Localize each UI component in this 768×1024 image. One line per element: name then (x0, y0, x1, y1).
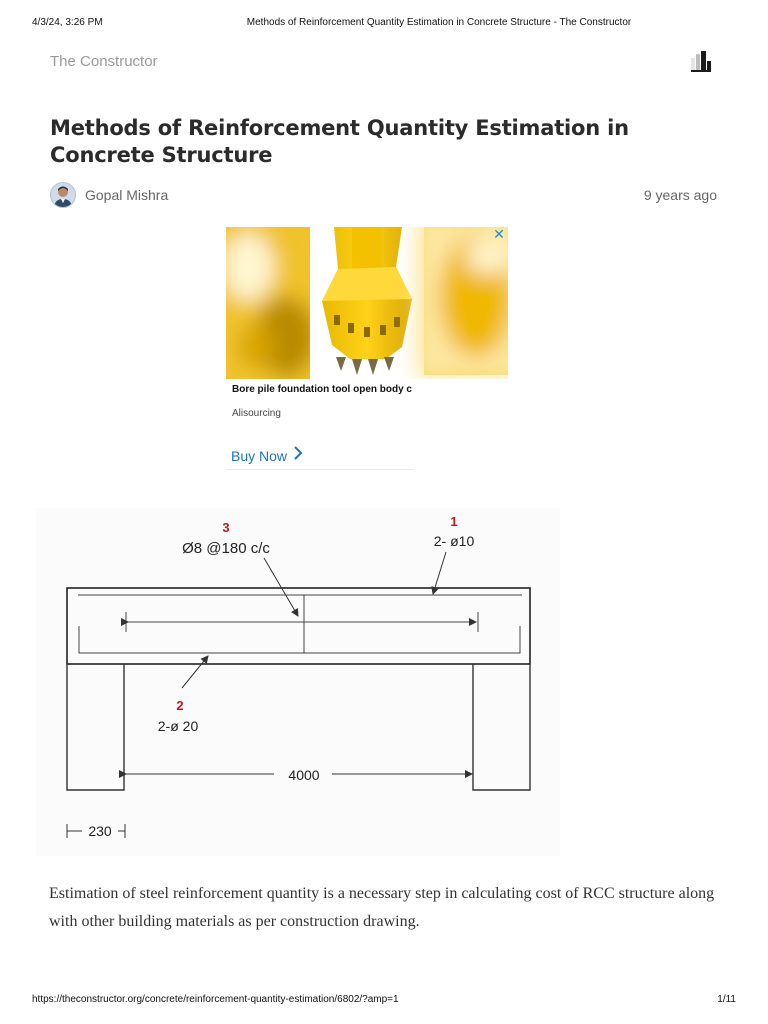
site-name-link[interactable]: The Constructor (50, 53, 158, 70)
chevron-right-icon (293, 446, 302, 465)
avatar[interactable] (50, 182, 76, 208)
callout-2-text: 2-ø 20 (157, 718, 199, 734)
callout-1-number: 1 (450, 514, 458, 529)
publish-time: 9 years ago (643, 187, 717, 203)
print-doc-title: Methods of Reinforcement Quantity Estimation in Concrete Structure - The Constructor (246, 17, 632, 28)
close-icon[interactable]: ✕ (493, 227, 505, 243)
column-width-label: 230 (88, 823, 112, 839)
ad-product-image[interactable] (226, 227, 508, 379)
print-date: 4/3/24, 3:26 PM (32, 17, 103, 28)
callout-3-text: Ø8 @180 c/c (182, 540, 270, 557)
print-header (0, 17, 768, 33)
ad-headline[interactable]: Bore pile foundation tool open body c (232, 384, 412, 395)
author-name-link[interactable]: Gopal Mishra (85, 187, 169, 203)
ad-advertiser: Alisourcing (232, 408, 281, 419)
callout-3-number: 3 (222, 520, 230, 535)
page-indicator: 1/11 (717, 994, 736, 1005)
callout-2-number: 2 (176, 698, 184, 713)
author-byline (50, 182, 168, 208)
print-url: https://theconstructor.org/concrete/reinforcement-quantity-estimation/6802/?amp=1 (32, 994, 399, 1005)
building-logo-icon[interactable] (689, 50, 713, 74)
ad-block[interactable] (226, 227, 508, 470)
article-title: Methods of Reinforcement Quantity Estimation in Concrete Structure (50, 116, 629, 167)
ad-divider (226, 469, 414, 470)
callout-1-text: 2- ø10 (433, 533, 475, 549)
beam-reinforcement-figure (36, 508, 560, 856)
article-intro: Estimation of steel reinforcement quantity is a necessary step in calculating cost of RCC structure along with other building materials as per construction drawing. (49, 885, 715, 930)
span-dimension-label: 4000 (288, 767, 320, 783)
buy-now-label: Buy Now (231, 447, 288, 464)
buy-now-button[interactable] (231, 446, 302, 465)
